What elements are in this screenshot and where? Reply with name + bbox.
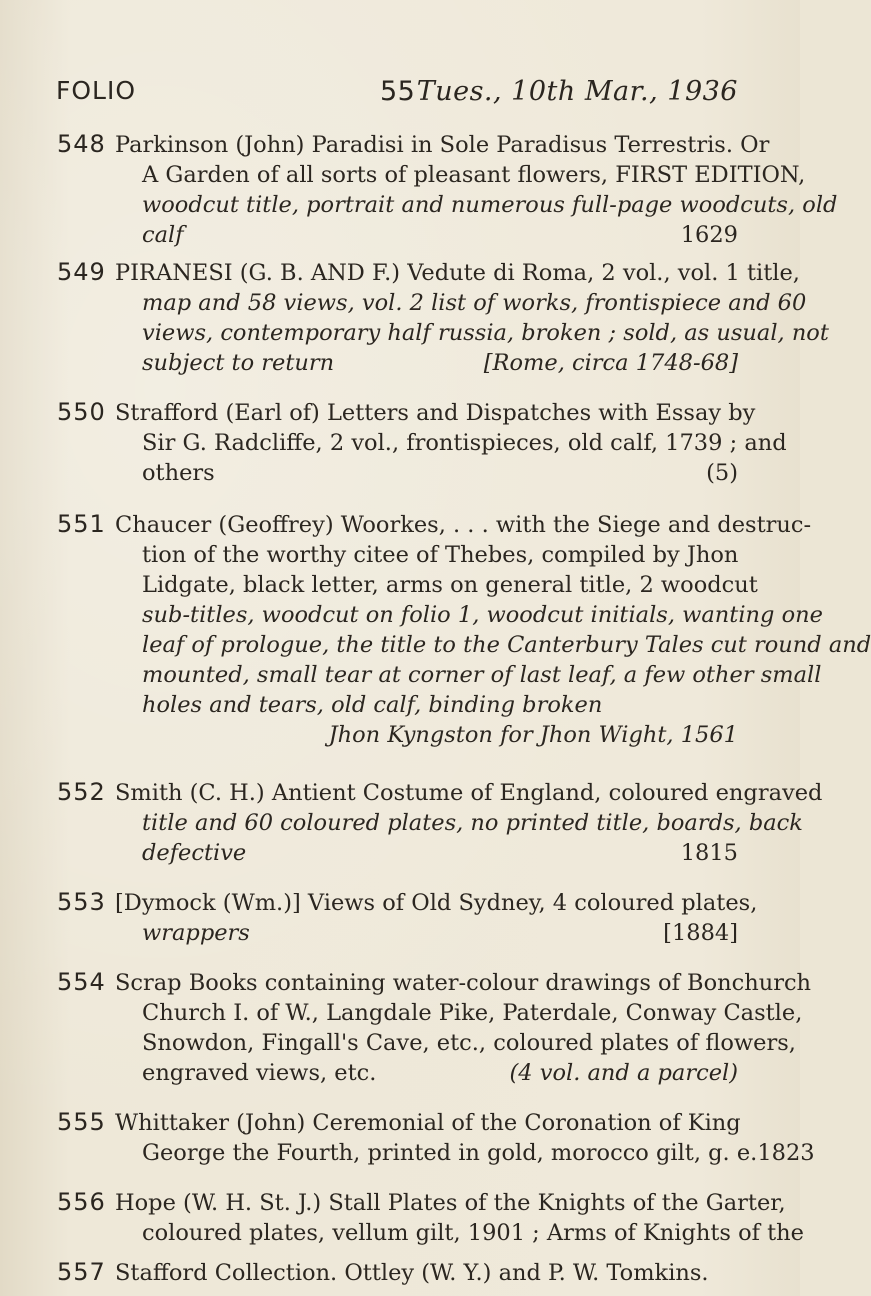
lot-number: 549 [57, 258, 106, 286]
lot-description: Chaucer (Geoffrey) Woorkes, . . . with the Siege and destruc- tion of the worthy citee of Thebes, compiled by Jhon Lidgate, black letter, arms on general title, 2 woodcut sub-titles, woodcut on folio 1, woodcut initials, wanting one leaf of prologue, the title to the Canterbury Tales cut round and mounted, small tear at corner of last leaf, a few other small holes and tears, old calf, binding broken Jhon Kyngston for Jhon Wight, 1561 [115, 512, 871, 748]
lot-quantity: (4 vol. and a parcel) [509, 1060, 738, 1086]
lot-description: Parkinson (John) Paradisi in Sole Paradisus Terrestris. Or A Garden of all sorts of pleasant flowers, FIRST EDITION, woodcut title, portrait and numerous full-page woodcuts, old calf 1629 [115, 132, 838, 248]
lot-description: Hope (W. H. St. J.) Stall Plates of the Knights of the Garter, coloured plates, vellum gilt, 1901 ; Arms of Knights of the [115, 1190, 804, 1246]
lot-number: 555 [57, 1108, 106, 1136]
lot-number: 548 [57, 130, 106, 158]
lot-description: Smith (C. H.) Antient Costume of England, coloured engraved title and 60 coloured plates, no printed title, boards, back defective 1815 [115, 780, 823, 866]
lot-description: PIRANESI (G. B. AND F.) Vedute di Roma, 2 vol., vol. 1 title, map and 58 views, vol. 2 list of works, frontispiece and 60 views, contemporary half russia, broken ; sold, as usual, not subject to return [Rome, circa 1748-68] [115, 260, 829, 376]
lot-imprint: Jhon Kyngston for Jhon Wight, 1561 [328, 722, 738, 748]
lot-quantity: (5) [706, 460, 738, 486]
lot-number: 556 [57, 1188, 106, 1216]
folio-label: FOLIO [56, 76, 137, 105]
lot-date: [Rome, circa 1748-68] [483, 350, 738, 376]
lot-description: Stafford Collection. Ottley (W. Y.) and P. W. Tomkins. [115, 1260, 709, 1286]
lot-description: Scrap Books containing water-colour drawings of Bonchurch Church I. of W., Langdale Pike, Paterdale, Conway Castle, Snowdon, Fingall's Cave, etc., coloured plates of flowers, engraved views, etc. (4 vol. and a parcel) [115, 970, 812, 1086]
page-number: 55 [380, 76, 416, 107]
lot-date: 1823 [757, 1140, 815, 1166]
lot-number: 554 [57, 968, 106, 996]
lot-description: Whittaker (John) Ceremonial of the Coronation of King George the Fourth, printed in gold, morocco gilt, g. e. 1823 [115, 1110, 815, 1166]
lot-date: 1815 [680, 840, 738, 866]
lot-number: 553 [57, 888, 106, 916]
lot-date: [1884] [663, 920, 738, 946]
lot-number: 552 [57, 778, 106, 806]
lot-number: 557 [57, 1258, 106, 1286]
lot-description: Strafford (Earl of) Letters and Dispatches with Essay by Sir G. Radcliffe, 2 vol., frontispieces, old calf, 1739 ; and others (5) [115, 400, 787, 486]
lot-date: 1629 [680, 222, 738, 248]
page-header [56, 76, 738, 116]
lot-number: 550 [57, 398, 106, 426]
sale-date: Tues., 10th Mar., 1936 [416, 76, 738, 107]
lot-description: [Dymock (Wm.)] Views of Old Sydney, 4 coloured plates, wrappers [1884] [115, 890, 758, 946]
lot-number: 551 [57, 510, 106, 538]
